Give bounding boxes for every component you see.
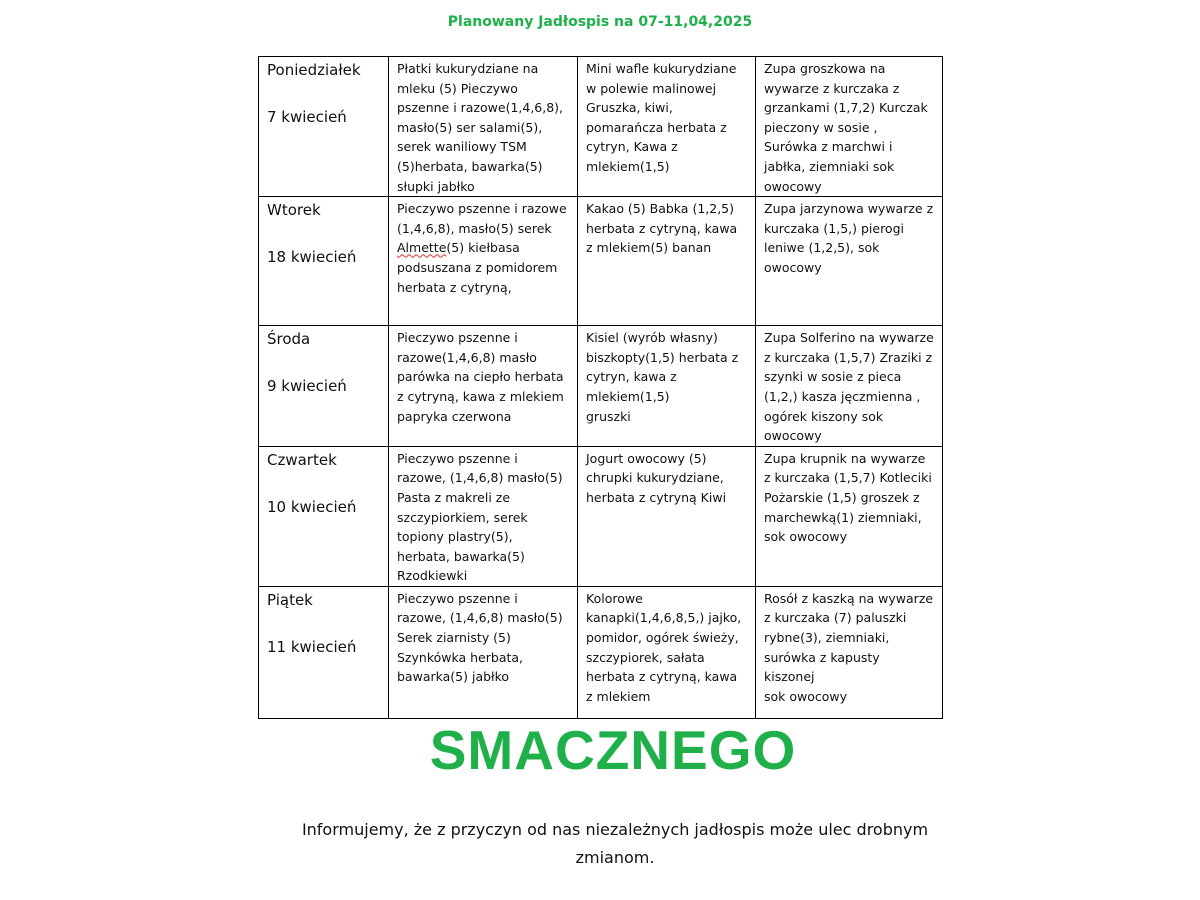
day-name: Piątek bbox=[267, 590, 313, 609]
snack-cell: Mini wafle kukurydziane w polewie malinowej Gruszka, kiwi, pomarańcza herbata z cytryn, Kawa z mlekiem(1,5) bbox=[578, 57, 756, 197]
table-row bbox=[259, 197, 943, 326]
day-cell bbox=[259, 586, 389, 718]
day-cell bbox=[259, 57, 389, 197]
day-date: 11 kwiecień bbox=[267, 637, 357, 656]
day-date: 10 kwiecień bbox=[267, 497, 357, 516]
snack-cell: Kisiel (wyrób własny) biszkopty(1,5) herbata z cytryn, kawa z mlekiem(1,5) gruszki bbox=[578, 326, 756, 447]
table-row bbox=[259, 326, 943, 447]
lunch-cell: Zupa jarzynowa wywarze z kurczaka (1,5,) pierogi leniwe (1,2,5), sok owocowy bbox=[756, 197, 943, 326]
day-name: Czwartek bbox=[267, 450, 337, 469]
menu-table bbox=[258, 56, 943, 719]
lunch-cell: Zupa krupnik na wywarze z kurczaka (1,5,7) Kotleciki Pożarskie (1,5) groszek z marchewką(1) ziemniaki, sok owocowy bbox=[756, 446, 943, 586]
snack-cell: Jogurt owocowy (5) chrupki kukurydziane, herbata z cytryną Kiwi bbox=[578, 446, 756, 586]
breakfast-cell: Płatki kukurydziane na mleku (5) Pieczywo pszenne i razowe(1,4,6,8), masło(5) ser salami(5), serek waniliowy TSM (5)herbata, bawarka(5) słupki jabłko bbox=[389, 57, 578, 197]
day-date: 9 kwiecień bbox=[267, 377, 347, 396]
day-cell bbox=[259, 326, 389, 447]
spellcheck-word: Almette bbox=[397, 240, 447, 256]
snack-cell: Kakao (5) Babka (1,2,5) herbata z cytryną, kawa z mlekiem(5) banan bbox=[578, 197, 756, 326]
table-row bbox=[259, 446, 943, 586]
day-name: Poniedziałek bbox=[267, 61, 361, 79]
day-name: Środa bbox=[267, 330, 311, 349]
day-cell bbox=[259, 197, 389, 326]
lunch-cell: Zupa Solferino na wywarze z kurczaka (1,5,7) Zraziki z szynki w sosie z pieca (1,2,) kasza jęczmienna , ogórek kiszony sok owocowy bbox=[756, 326, 943, 447]
breakfast-cell: Pieczywo pszenne i razowe, (1,4,6,8) masło(5) Pasta z makreli ze szczypiorkiem, serek topiony plastry(5), herbata, bawarka(5) Rzodkiewki bbox=[389, 446, 578, 586]
smacznego-heading: SMACZNEGO bbox=[429, 719, 797, 781]
day-name: Wtorek bbox=[267, 201, 321, 220]
notice-text: Informujemy, że z przyczyn od nas niezależnych jadłospis może ulec drobnym zmianom. bbox=[301, 820, 929, 867]
breakfast-cell: Pieczywo pszenne i razowe, (1,4,6,8) masło(5) Serek ziarnisty (5) Szynkówka herbata, bawarka(5) jabłko bbox=[389, 586, 578, 718]
day-cell bbox=[259, 446, 389, 586]
day-date: 18 kwiecień bbox=[267, 248, 357, 267]
lunch-cell: Zupa groszkowa na wywarze z kurczaka z grzankami (1,7,2) Kurczak pieczony w sosie , Surówka z marchwi i jabłka, ziemniaki sok owocowy bbox=[756, 57, 943, 197]
breakfast-text-a: Pieczywo pszenne i razowe (1,4,6,8), masło(5) serek Almette(5) kiełbasa podsuszana z pomidorem herbata z cytryną, bbox=[397, 201, 567, 295]
breakfast-cell: Pieczywo pszenne i razowe(1,4,6,8) masło parówka na ciepło herbata z cytryną, kawa z mlekiem papryka czerwona bbox=[389, 326, 578, 447]
day-date: 7 kwiecień bbox=[267, 108, 347, 126]
table-row bbox=[259, 57, 943, 197]
menu-title: Planowany Jadłospis na 07-11,04,2025 bbox=[447, 14, 753, 30]
lunch-cell: Rosół z kaszką na wywarze z kurczaka (7) paluszki rybne(3), ziemniaki, surówka z kapusty kiszonej sok owocowy bbox=[756, 586, 943, 718]
breakfast-cell bbox=[389, 197, 578, 326]
snack-cell: Kolorowe kanapki(1,4,6,8,5,) jajko, pomidor, ogórek świeży, szczypiorek, sałata herbata z cytryną, kawa z mlekiem bbox=[578, 586, 756, 718]
table-row bbox=[259, 586, 943, 718]
